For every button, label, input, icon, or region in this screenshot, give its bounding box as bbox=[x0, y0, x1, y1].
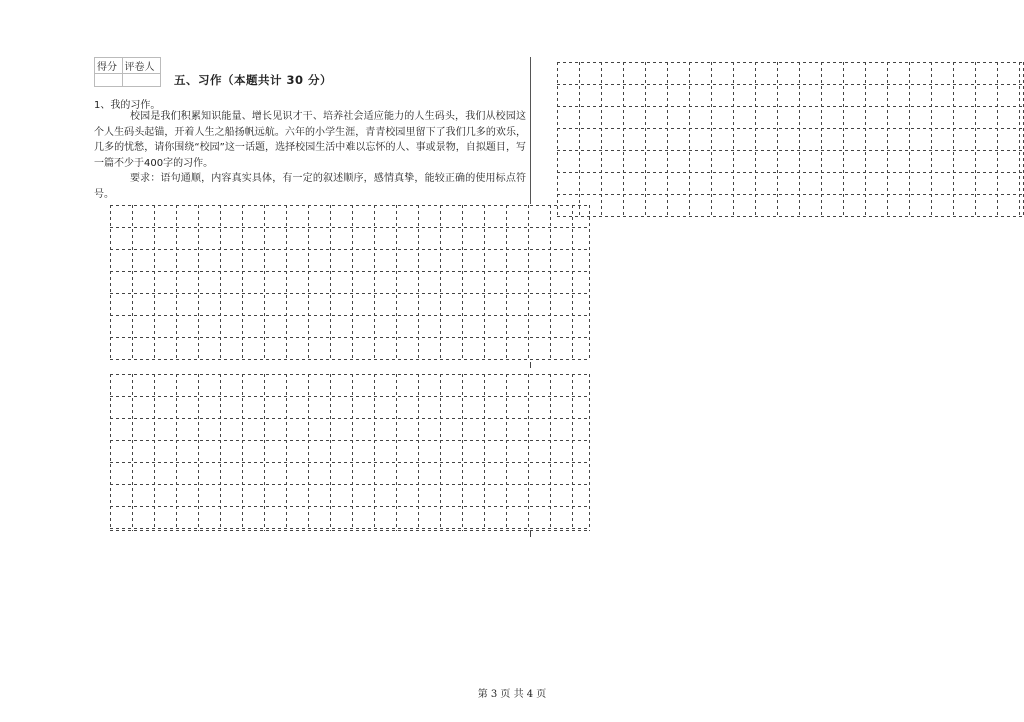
page-footer: 第 3 页 共 4 页 bbox=[477, 689, 547, 700]
column-divider bbox=[530, 57, 531, 204]
writing-grid-left-top[interactable] bbox=[111, 206, 590, 360]
question-number: 1、我的习作。 bbox=[94, 100, 161, 111]
writing-grid-right[interactable] bbox=[558, 63, 1024, 217]
section-title: 五、习作（本题共计 30 分） bbox=[174, 73, 333, 87]
question-requirement: 要求：语句通顺，内容真实具体，有一定的叙述顺序，感情真挚，能较正确的使用标点符号。 bbox=[94, 173, 526, 200]
score-label: 得分 bbox=[95, 58, 123, 74]
score-table bbox=[94, 57, 161, 87]
fold-mark bbox=[530, 362, 531, 368]
grader-label: 评卷人 bbox=[122, 58, 161, 74]
writing-grid-left-bottom[interactable] bbox=[111, 375, 590, 531]
grid-lines bbox=[110, 374, 590, 531]
fold-mark bbox=[530, 531, 531, 537]
grid-lines bbox=[557, 62, 1024, 217]
question-prompt: 校园是我们积累知识能量、增长见识才干、培养社会适应能力的人生码头，我们从校园这个人生码头起锚，开着人生之船扬帆远航。六年的小学生涯，青青校园里留下了我们几多的欢乐，几多的忧愁，请你围绕“校园”这一话题，选择校园生活中难以忘怀的人、事或景物，自拟题目，写一篇不少于400字的习作。 bbox=[94, 111, 526, 169]
score-cell bbox=[95, 74, 123, 87]
grid-lines bbox=[110, 205, 590, 360]
grader-cell bbox=[122, 74, 161, 87]
